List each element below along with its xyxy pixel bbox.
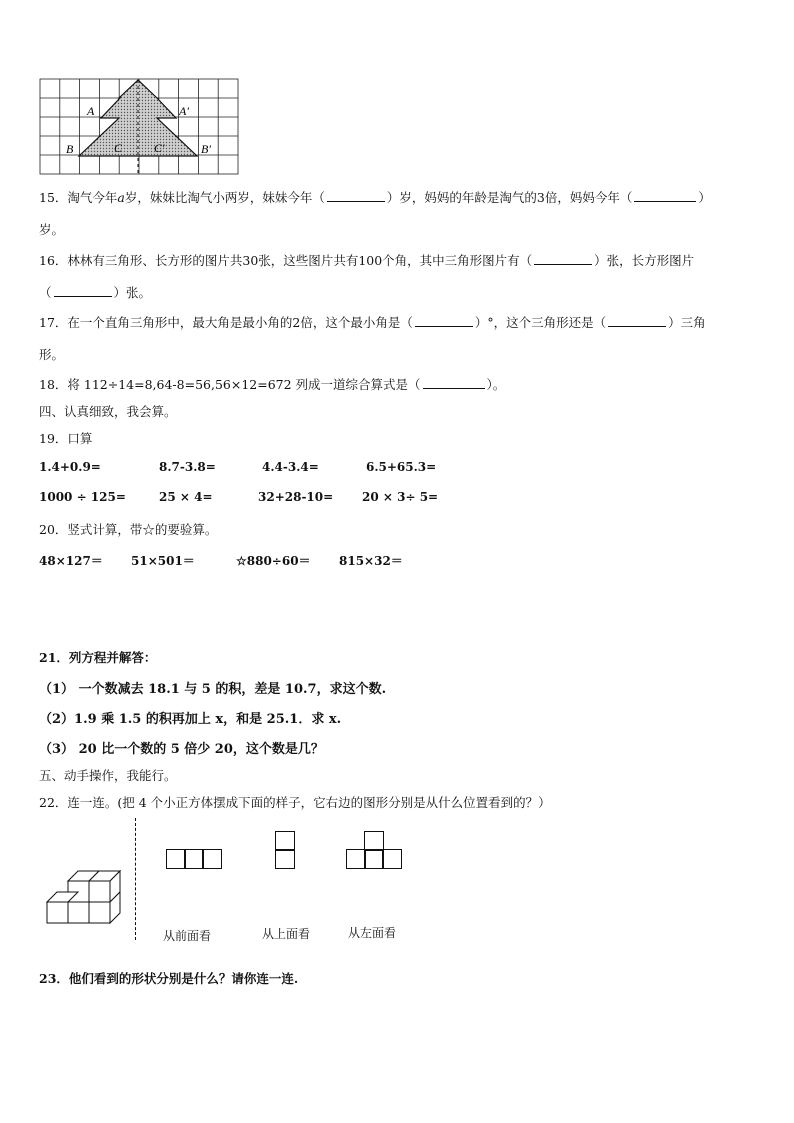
- vertical-calc-item: 48×127＝: [39, 554, 103, 568]
- calc-item: 20 × 3÷ 5=: [362, 490, 439, 504]
- answer-blank[interactable]: [634, 191, 696, 202]
- question-17-cont: 形。: [39, 347, 65, 362]
- answer-blank[interactable]: [54, 286, 112, 297]
- label-A: A: [87, 104, 95, 118]
- answer-blank[interactable]: [327, 191, 385, 202]
- vertical-calc-item: 815×32＝: [339, 554, 403, 568]
- label-C-prime: C′: [154, 141, 165, 155]
- view-label-top[interactable]: 从上面看: [262, 927, 311, 941]
- cube-stack-figure: [45, 866, 135, 926]
- question-21-part-3: （3） 20 比一个数的 5 倍少 20，这个数是几？: [39, 742, 324, 757]
- label-B-prime: B′: [201, 142, 211, 156]
- label-A-prime: A′: [179, 104, 189, 118]
- view-label-front[interactable]: 从前面看: [163, 929, 212, 943]
- vertical-calc-item: ☆880÷60＝: [236, 554, 311, 568]
- calc-item: 1000 ÷ 125=: [39, 490, 126, 504]
- question-15-cont: 岁。: [39, 222, 65, 237]
- calc-item: 1.4+0.9=: [39, 460, 101, 474]
- section-5-heading: 五、动手操作，我能行。: [39, 768, 177, 783]
- calc-item: 6.5+65.3=: [366, 460, 437, 474]
- question-22-title: 22．连一连。(把 4 个小正方体摆成下面的样子，它右边的图形分别是从什么位置看到的？）: [39, 795, 551, 810]
- answer-blank[interactable]: [415, 316, 473, 327]
- view-label-left[interactable]: 从左面看: [348, 926, 397, 940]
- question-15: 15．淘气今年a岁，妹妹比淘气小两岁，妹妹今年（ ）岁，妈妈的年龄是淘气的3倍，妈妈今年（ ）: [39, 190, 711, 205]
- calc-item: 25 × 4=: [159, 490, 213, 504]
- question-19-title: 19．口算: [39, 431, 93, 446]
- question-21-title: 21．列方程并解答：: [39, 650, 157, 665]
- dashed-divider: [135, 818, 136, 940]
- calc-item: 32+28-10=: [258, 490, 334, 504]
- question-20-title: 20．竖式计算，带☆的要验算。: [39, 522, 218, 537]
- tree-grid-figure: [39, 78, 239, 178]
- question-21-part-2: （2）1.9 乘 1.5 的积再加上 x，和是 25.1．求 x.: [39, 712, 342, 727]
- question-17: 17．在一个直角三角形中，最大角是最小角的2倍，这个最小角是（ ）°，这个三角形还是（ ）三角: [39, 315, 706, 330]
- question-18: 18．将 112÷14=8,64-8=56,56×12=672 列成一道综合算式是（ ）。: [39, 377, 506, 392]
- label-B: B: [66, 142, 74, 156]
- calc-item: 4.4-3.4=: [262, 460, 319, 474]
- answer-blank[interactable]: [423, 378, 485, 389]
- calc-item: 8.7-3.8=: [159, 460, 216, 474]
- question-16-cont: （ ）张。: [39, 285, 152, 300]
- question-23-title: 23．他们看到的形状分别是什么？请你连一连.: [39, 971, 299, 986]
- section-4-heading: 四、认真细致，我会算。: [39, 404, 177, 419]
- answer-blank[interactable]: [608, 316, 666, 327]
- question-16: 16．林林有三角形、长方形的图片共30张，这些图片共有100个角，其中三角形图片有（ ）张，长方形图片: [39, 253, 695, 268]
- vertical-calc-item: 51×501＝: [131, 554, 195, 568]
- label-C: C: [114, 141, 123, 155]
- question-21-part-1: （1） 一个数减去 18.1 与 5 的积，差是 10.7，求这个数.: [39, 682, 387, 697]
- answer-blank[interactable]: [534, 254, 592, 265]
